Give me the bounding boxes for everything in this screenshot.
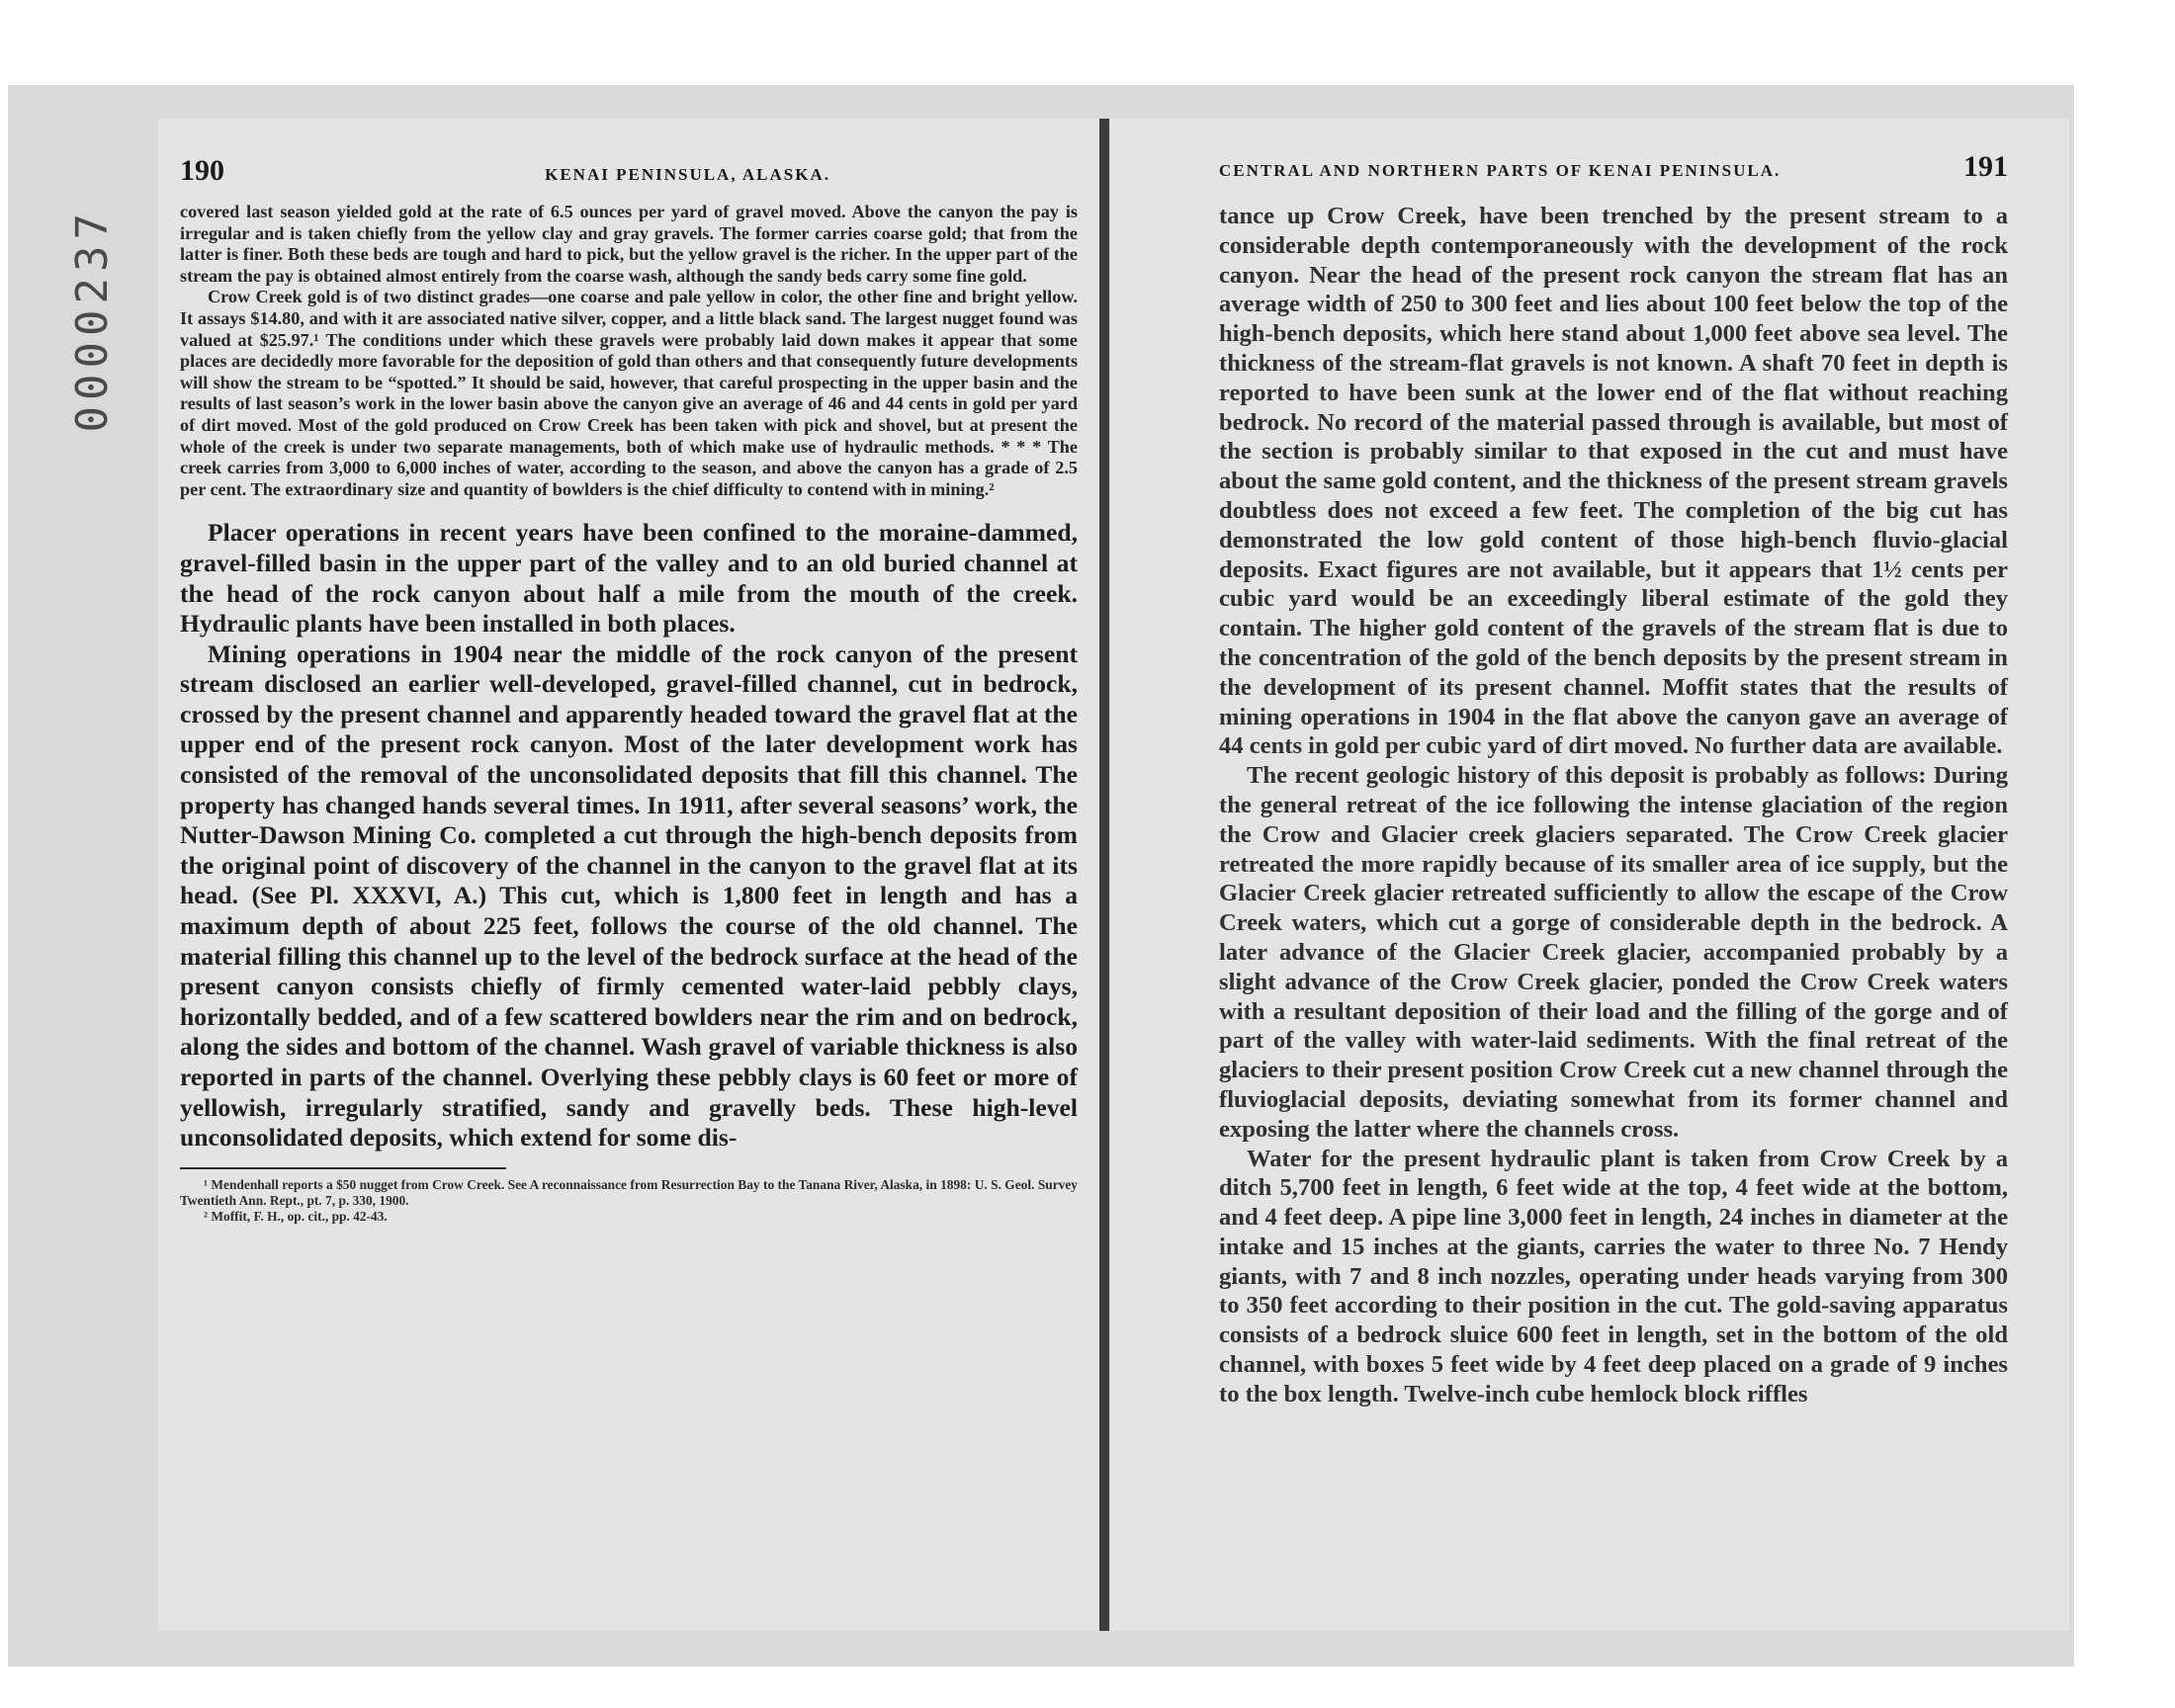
right-page xyxy=(1110,119,2069,1631)
right-body-text xyxy=(1219,202,2008,1409)
quote-paragraph: Crow Creek gold is of two distinct grades—one coarse and pale yellow in color, the other fine and bright yellow. It assays $14.80, and with it are associated native silver, copper, and a little black sand. The largest nugget found was valued at $25.97.¹ The conditions under which these gravels were probably laid down makes it appear that some places are decidedly more favorable for the deposition of gold than others and that consequently future developments will show the stream to be “spotted.” It should be said, however, that careful prospecting in the upper basin and the results of last season’s work in the lower basin above the canyon give an average of 46 and 44 cents in gold per yard of dirt moved. Most of the gold produced on Crow Creek has been taken with pick and shovel, but at present the whole of the creek is under two separate managements, both of which make use of hydraulic methods. * * * The creek carries from 3,000 to 6,000 inches of water, according to the season, and above the canyon has a grade of 2.5 per cent. The extraordinary size and quantity of bowlders is the chief difficulty to contend with in mining.² xyxy=(180,287,1079,499)
body-paragraph: Mining operations in 1904 near the middle of the rock canyon of the present stream disclosed an earlier well-developed, gravel-filled channel, cut in bedrock, crossed by the present channel and apparently headed toward the gravel flat at the upper end of the present rock canyon. Most of the later development work has consisted of the removal of the unconsolidated deposits that fill this channel. The property has changed hands several times. In 1911, after several seasons’ work, the Nutter-Dawson Mining Co. completed a cut through the high-bench deposits from the original point of discovery of the channel in the canyon to the gravel flat at its head. (See Pl. XXXVI, A.) This cut, which is 1,800 feet in length and has a maximum depth of about 225 feet, follows the course of the old channel. The material filling this channel up to the level of the bedrock surface at the head of the present canyon consists chiefly of firmly cemented water-laid pebbly clays, horizontally bedded, and of a few scattered bowlders near the rim and on bedrock, along the sides and bottom of the channel. Wash gravel of variable thickness is also reported in parts of the channel. Overlying these pebbly clays is 60 feet or more of yellowish, irregularly stratified, sandy and gravelly beds. These high-level unconsolidated deposits, which extend for some dis- xyxy=(180,639,1078,1153)
body-paragraph: The recent geologic history of this deposit is probably as follows: During the general retreat of the ice following the intense glaciation of the region the Crow and Glacier creek glaciers separated. The Crow Creek glacier retreated the more rapidly because of its smaller area of ice supply, but the Glacier Creek glacier retreated sufficiently to allow the escape of the Crow Creek waters, which cut a gorge of considerable depth in the bedrock. A later advance of the Glacier Creek glacier, accompanied probably by a slight advance of the Crow Creek glacier, ponded the Crow Creek waters with a resultant deposition of their load and the filling of the gorge and of part of the valley with water-laid sediments. With the final retreat of the glaciers to their present position Crow Creek cut a new channel through the fluvioglacial deposits, deviating somewhat from its former channel and exposing the latter where the channels cross. xyxy=(1219,762,2008,1143)
left-page-number: 190 xyxy=(180,154,224,187)
left-page-header xyxy=(180,154,1078,188)
footnote: ² Moffit, F. H., op. cit., pp. 42-43. xyxy=(204,1208,388,1224)
left-body-text xyxy=(180,518,1078,1153)
film-id-stamp: 0000237 xyxy=(67,208,118,433)
footnote: ¹ Mendenhall reports a $50 nugget from Crow Creek. See A reconnaissance from Resurrection Bay to the Tanana River, Alaska, in 1898: U. S. Geol. Survey Twentieth Ann. Rept., pt. 7, p. 330, 1900. xyxy=(180,1176,1078,1208)
left-running-head: KENAI PENINSULA, ALASKA. xyxy=(545,165,830,184)
footnotes xyxy=(180,1177,1078,1225)
quoted-extract xyxy=(180,202,1078,500)
footnote-rule xyxy=(180,1167,506,1169)
body-paragraph: tance up Crow Creek, have been trenched by the present stream to a considerable depth contemporaneously with the development of the rock canyon. Near the head of the present rock canyon the stream flat has an average width of 250 to 300 feet and lies about 100 feet below the top of the high-bench deposits, which here stand about 1,000 feet above sea level. The thickness of the stream-flat gravels is not known. A shaft 70 feet in depth is reported to have been sunk at the lower end of the flat without reaching bedrock. No record of the material passed through is available, but most of the section is probably similar to that exposed in the cut and must have about the same gold content, and the thickness of the present stream gravels doubtless does not exceed a few feet. The completion of the big cut has demonstrated the low gold content of those high-bench fluvio-glacial deposits. Exact figures are not available, but it appears that 1½ cents per cubic yard would be an exceedingly liberal estimate of the gold they contain. The higher gold content of the gravels of the stream flat is due to the concentration of the gold of the bench deposits by the present stream in the development of its present channel. Moffit states that the results of mining operations in 1904 in the flat above the canyon gave an average of 44 cents in gold per cubic yard of dirt moved. No further data are available. xyxy=(1219,203,2008,760)
body-paragraph: Placer operations in recent years have been confined to the moraine-dammed, gravel-filled basin in the upper part of the valley and to an old buried channel at the head of the rock canyon about half a mile from the mouth of the creek. Hydraulic plants have been installed in both places. xyxy=(180,518,1078,639)
body-paragraph: Water for the present hydraulic plant is taken from Crow Creek by a ditch 5,700 feet in length, 6 feet wide at the top, 4 feet wide at the bottom, and 4 feet deep. A pipe line 3,000 feet in length, 24 inches in diameter at the intake and 15 inches at the giants, carries the water to three No. 7 Hendy giants, with 7 and 8 inch nozzles, operating under heads varying from 300 to 350 feet according to their position in the cut. The gold-saving apparatus consists of a bedrock sluice 600 feet in length, set in the bottom of the old channel, with boxes 5 feet wide by 4 feet deep placed on a grade of 9 inches to the box length. Twelve-inch cube hemlock block riffles xyxy=(1219,1145,2008,1408)
right-running-head: CENTRAL AND NORTHERN PARTS OF KENAI PENINSULA. xyxy=(1219,161,1782,180)
right-page-header xyxy=(1219,150,2008,184)
left-page xyxy=(158,119,1107,1631)
right-page-number: 191 xyxy=(1963,150,2008,183)
book-gutter xyxy=(1099,119,1109,1631)
quote-paragraph: covered last season yielded gold at the rate of 6.5 ounces per yard of gravel moved. Above the canyon the pay is irregular and is taken chiefly from the yellow clay and gray gravels. The former carries coarse gold; that from the latter is finer. Both these beds are tough and hard to pick, but the yellow gravel is the richer. In the upper part of the stream the pay is obtained almost entirely from the coarse wash, although the sandy beds carry some fine gold. xyxy=(180,202,1078,286)
